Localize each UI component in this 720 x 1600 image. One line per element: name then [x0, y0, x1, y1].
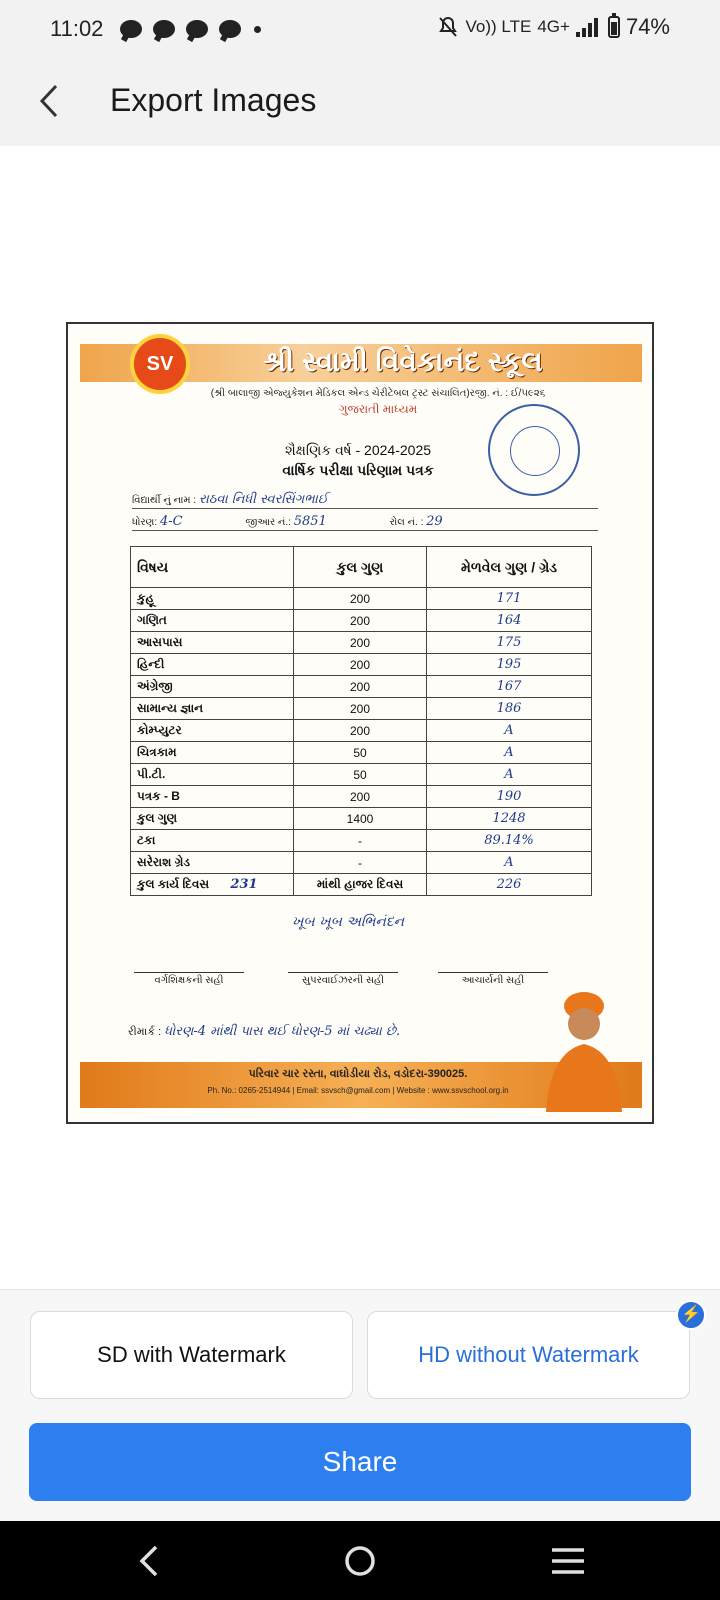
- table-row: [131, 654, 592, 676]
- subject-cell: ચિત્રકામ: [131, 742, 294, 764]
- total-marks-cell: 200: [294, 588, 427, 610]
- header-obtained-marks: મેળવેલ ગુણ / ગ્રેડ: [427, 547, 592, 588]
- obtained-marks-cell: 1248: [427, 808, 592, 830]
- message-bubble-icon: [153, 20, 175, 38]
- message-bubble-icon: [219, 20, 241, 38]
- working-days-label: કુલ કાર્ય દિવસ: [137, 877, 210, 891]
- obtained-marks-cell: 164: [427, 610, 592, 632]
- obtained-marks-cell: A: [427, 720, 592, 742]
- battery-icon: [608, 16, 620, 38]
- network-type: 4G+: [537, 17, 570, 36]
- nav-back-icon: [126, 1541, 174, 1581]
- table-row: [131, 720, 592, 742]
- obtained-marks-cell: 195: [427, 654, 592, 676]
- remark-line: [128, 1024, 588, 1039]
- total-marks-cell: 50: [294, 742, 427, 764]
- remark-label: રીમાર્ક :: [128, 1026, 162, 1038]
- table-row: [131, 588, 592, 610]
- subject-cell: કુહૂ: [131, 588, 294, 610]
- share-button[interactable]: Share: [29, 1423, 691, 1501]
- total-marks-cell: 200: [294, 786, 427, 808]
- total-marks-cell: 200: [294, 654, 427, 676]
- subject-cell: પી.ટી.: [131, 764, 294, 786]
- message-bubble-icon: [120, 20, 142, 38]
- nav-recents-button[interactable]: [544, 1541, 592, 1581]
- supervisor-signature: સુપરવાઈઝરની સહી: [288, 972, 398, 986]
- mute-bell-icon: [436, 15, 460, 39]
- medium-line: ગુજરાતી માધ્યમ: [338, 402, 418, 416]
- student-name-line: [132, 492, 598, 509]
- total-marks-cell: 200: [294, 698, 427, 720]
- hd-without-watermark-button[interactable]: HD without Watermark: [367, 1311, 690, 1399]
- subject-cell: સામાન્ય જ્ઞાન: [131, 698, 294, 720]
- table-row: [131, 742, 592, 764]
- status-time: 11:02: [50, 16, 104, 41]
- gr-label: જીઆર નં.:: [245, 517, 291, 528]
- present-days: 226: [427, 874, 592, 896]
- obtained-marks-cell: 175: [427, 632, 592, 654]
- status-bar: [0, 0, 720, 58]
- remark-text: ધોરણ-4 માંથી પાસ થઈ ધોરણ-5 માં ચઢ્યા છે.: [164, 1024, 401, 1039]
- system-nav-bar: [0, 1521, 720, 1600]
- subject-cell: ગણિત: [131, 610, 294, 632]
- table-row: [131, 764, 592, 786]
- nav-recents-icon: [544, 1541, 592, 1581]
- attendance-cell: [131, 874, 294, 896]
- obtained-marks-cell: 186: [427, 698, 592, 720]
- roll-value: 29: [426, 514, 443, 529]
- nav-home-button[interactable]: [336, 1541, 384, 1581]
- subject-cell: પત્રક - B: [131, 786, 294, 808]
- class-label: ધોરણ:: [132, 517, 158, 528]
- student-details-line: [132, 514, 598, 531]
- page-title: Export Images: [110, 82, 317, 118]
- total-marks-cell: 200: [294, 610, 427, 632]
- trust-line: (શ્રી બાલાજી એજ્યુકેશન મેડિકલ એન્ડ ચેરીટેબલ ટ્રસ્ટ સંચાલિત)રજી. નં. : ઈ/૫૯૨૬: [210, 388, 546, 399]
- total-marks-cell: 200: [294, 632, 427, 654]
- nav-home-icon: [336, 1541, 384, 1581]
- total-marks-cell: 200: [294, 676, 427, 698]
- obtained-marks-cell: 171: [427, 588, 592, 610]
- attendance-row: [131, 874, 592, 896]
- subject-cell: અંગ્રેજી: [131, 676, 294, 698]
- school-contact: Ph. No.: 0265-2514944 | Email: ssvsch@gmail.com | Website : www.ssvschool.org.in: [207, 1086, 509, 1095]
- obtained-marks-cell: A: [427, 852, 592, 874]
- table-row: [131, 808, 592, 830]
- table-row: [131, 786, 592, 808]
- subject-cell: ટકા: [131, 830, 294, 852]
- obtained-marks-cell: A: [427, 742, 592, 764]
- volte-label: Vo)) LTE: [465, 17, 532, 36]
- principal-signature: આચાર્યની સહી: [438, 972, 548, 986]
- subject-cell: હિન્દી: [131, 654, 294, 676]
- header-subject: વિષય: [131, 547, 294, 588]
- app-bar: [0, 58, 720, 147]
- chevron-left-icon: [30, 78, 70, 124]
- obtained-marks-cell: 89.14%: [427, 830, 592, 852]
- subject-cell: સરેરાશ ગ્રેડ: [131, 852, 294, 874]
- table-row: [131, 830, 592, 852]
- academic-year: શૈક્ષણિક વર્ષ - 2024-2025: [284, 442, 432, 458]
- header-total-marks: કુલ ગુણ: [294, 547, 427, 588]
- total-marks-cell: -: [294, 830, 427, 852]
- school-name: શ્રી સ્વામી વિવેકાનંદ સ્કૂલ: [263, 346, 543, 377]
- table-row: [131, 610, 592, 632]
- table-row: [131, 698, 592, 720]
- roll-label: રોલ નં. :: [389, 517, 424, 528]
- sheet-title: વાર્ષિક પરીક્ષા પરિણામ પત્રક: [282, 462, 434, 478]
- working-days: 231: [230, 877, 258, 892]
- present-days-label: માંથી હાજર દિવસ: [294, 874, 427, 896]
- school-address: પરિવાર ચાર રસ્તા, વાઘોડીયા રોડ, વડોદરા-390025.: [248, 1068, 468, 1080]
- total-marks-cell: 200: [294, 720, 427, 742]
- notification-icons: [120, 19, 261, 39]
- back-button[interactable]: [30, 78, 70, 124]
- subject-cell: કુલ ગુણ: [131, 808, 294, 830]
- student-name-label: વિદ્યાર્થી નું નામ :: [132, 495, 197, 506]
- obtained-marks-cell: 167: [427, 676, 592, 698]
- lightning-icon: ⚡: [676, 1300, 706, 1330]
- total-marks-cell: -: [294, 852, 427, 874]
- signal-icon: [576, 17, 600, 37]
- battery-percent: 74%: [625, 14, 670, 39]
- table-header-row: [131, 547, 592, 588]
- table-row: [131, 632, 592, 654]
- class-value: 4-C: [159, 514, 183, 529]
- table-row: [131, 676, 592, 698]
- gr-value: 5851: [293, 514, 327, 529]
- obtained-marks-cell: 190: [427, 786, 592, 808]
- result-certificate-image: [66, 322, 654, 1124]
- more-notifications-dot-icon: [254, 26, 261, 33]
- nav-back-button[interactable]: [126, 1541, 174, 1581]
- sd-with-watermark-button[interactable]: SD with Watermark: [30, 1311, 353, 1399]
- student-name: રાઠવા નિધી સ્વરસિંગભાઈ: [198, 492, 328, 507]
- obtained-marks-cell: A: [427, 764, 592, 786]
- class-teacher-signature: વર્ગશિક્ષકની સહી: [134, 972, 244, 986]
- message-bubble-icon: [186, 20, 208, 38]
- congrats-note: ખૂબ ખૂબ અભિનંદન: [291, 914, 405, 930]
- marks-table: [130, 546, 592, 896]
- total-marks-cell: 50: [294, 764, 427, 786]
- table-row: [131, 852, 592, 874]
- subject-cell: કોમ્પ્યુટર: [131, 720, 294, 742]
- vivekananda-portrait-icon: [536, 972, 632, 1112]
- school-logo: SV: [130, 334, 190, 394]
- subject-cell: આસપાસ: [131, 632, 294, 654]
- total-marks-cell: 1400: [294, 808, 427, 830]
- status-indicators: [436, 14, 670, 40]
